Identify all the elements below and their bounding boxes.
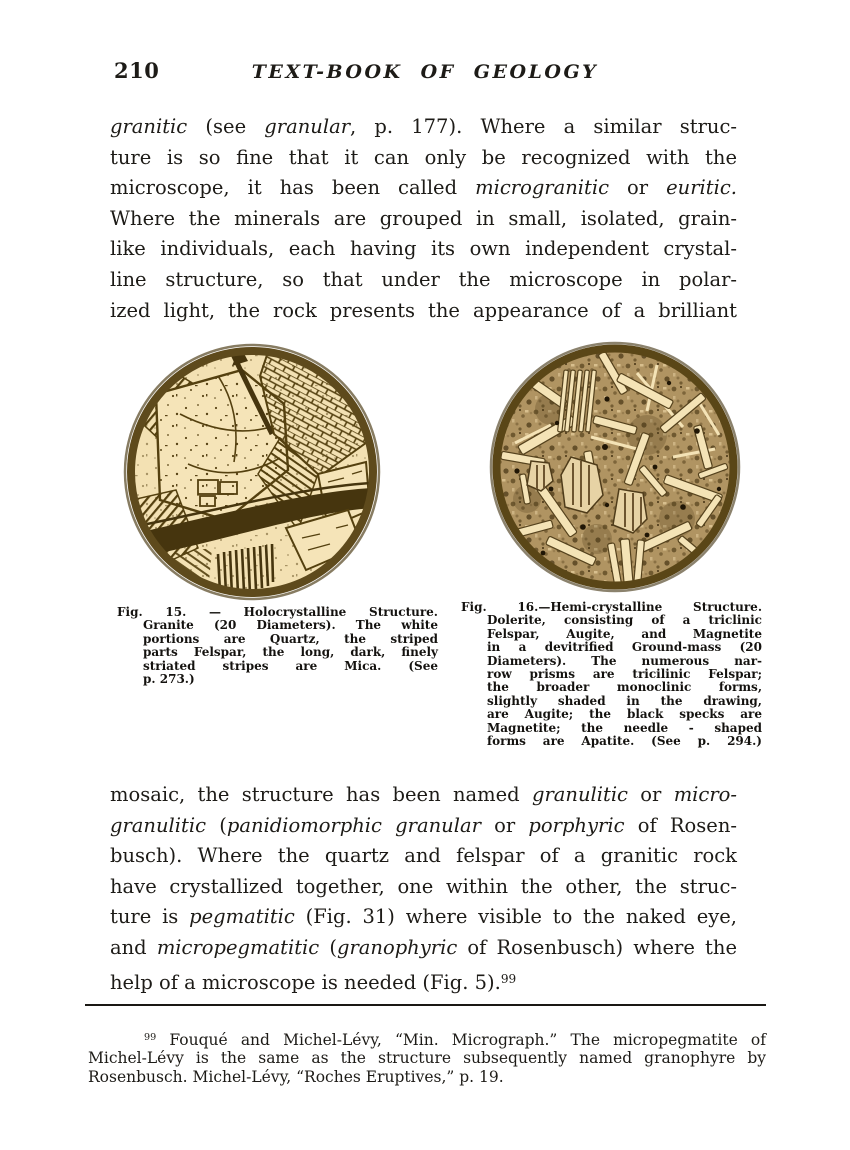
text-segment: (: [319, 935, 337, 959]
figure-16-dolerite-micrograph: [487, 339, 743, 595]
text-segment: panidiomorphic granular: [226, 813, 481, 837]
text-segment: (see: [187, 115, 265, 138]
footnote: [88, 1029, 766, 1086]
text-segment: in a devitrified Ground-mass (20: [487, 640, 762, 655]
figure-16-caption: [461, 601, 762, 748]
text-segment: Rosenbusch. Michel-Lévy, “Roches Eruptives,” p. 19.: [88, 1067, 504, 1086]
text-line: [487, 722, 762, 735]
footnote-divider-rule: [85, 1004, 766, 1006]
text-segment: microgranitic: [475, 176, 610, 200]
text-line: [487, 708, 762, 721]
text-line: [143, 633, 438, 646]
text-line: [143, 660, 438, 673]
figure-15-caption: [117, 606, 438, 686]
text-segment: Magnetite; the needle - shaped: [487, 720, 762, 735]
text-line: [110, 112, 737, 143]
text-line: [487, 668, 762, 681]
text-segment: Fig. 16.—Hemi-crystalline Structure.: [461, 600, 762, 614]
page-number: 210: [114, 58, 160, 83]
text-segment: micropegmatitic: [156, 935, 320, 959]
text-line: [461, 601, 762, 614]
text-segment: slightly shaded in the drawing,: [487, 693, 762, 708]
text-line: [487, 735, 762, 748]
text-segment: (: [206, 813, 227, 837]
text-line: [487, 695, 762, 708]
text-line: [110, 296, 737, 327]
text-segment: Where the minerals are grouped in small, isolated, grain-: [110, 206, 737, 230]
text-segment: and: [110, 935, 157, 959]
text-segment: busch). Where the quartz and felspar of a granitic rock: [110, 844, 737, 868]
text-segment: Fouqué and Michel-Lévy, “Min. Micrograph.” The micropegmatite of: [156, 1030, 766, 1049]
text-segment: of Rosenbusch) where the: [457, 935, 737, 959]
text-segment: forms are Apatite. (See p. 294.): [487, 734, 762, 749]
text-segment: like individuals, each having its own independent crystal-: [110, 237, 737, 261]
running-header-title: TEXT-BOOK OF GEOLOGY: [251, 61, 599, 83]
text-line: [110, 872, 737, 903]
text-line: [487, 614, 762, 627]
text-segment: mosaic, the structure has been named: [110, 783, 532, 806]
body-paragraph-1: [110, 112, 737, 326]
text-line: [110, 780, 737, 811]
text-segment: granular: [264, 115, 351, 138]
text-line: [110, 204, 737, 235]
text-line: [110, 265, 737, 296]
text-segment: parts Felspar, the long, dark, finely: [143, 645, 438, 660]
text-segment: ture is so fine that it can only be recognized with the: [110, 145, 737, 169]
text-segment: ized light, the rock presents the appearance of a brilliant: [110, 298, 737, 322]
text-segment: euritic.: [666, 176, 737, 200]
text-segment: micro-: [673, 783, 737, 806]
text-segment: microscope, it has been called: [110, 176, 476, 200]
text-segment: Michel-Lévy is the same as the structure subsequently named granophyre by: [88, 1049, 766, 1068]
text-segment: row prisms are tricilinic Felspar;: [487, 667, 762, 682]
text-line: [487, 655, 762, 668]
text-segment: Felspar, Augite, and Magnetite: [487, 626, 762, 641]
text-segment: Diameters). The numerous nar-: [487, 653, 762, 668]
text-segment: 99: [144, 1032, 157, 1043]
text-line: [88, 1029, 766, 1049]
text-line: [143, 619, 438, 632]
fig15-illustration: [122, 342, 382, 602]
text-line: [487, 681, 762, 694]
text-line: [110, 143, 737, 174]
text-line: [110, 173, 737, 204]
fig16-illustration: [487, 339, 743, 595]
text-segment: granulitic: [110, 813, 207, 837]
text-segment: (Fig. 31) where visible to the naked eye,: [294, 905, 737, 929]
text-segment: granulitic: [531, 783, 628, 806]
text-segment: porphyric: [528, 813, 625, 837]
text-line: [117, 606, 438, 619]
text-line: [88, 1049, 766, 1067]
text-segment: of Rosen-: [624, 813, 737, 837]
text-segment: striated stripes are Mica. (See: [143, 658, 438, 673]
text-line: [110, 811, 737, 842]
text-segment: are Augite; the black specks are: [487, 707, 762, 722]
text-line: [88, 1068, 766, 1086]
text-segment: pegmatitic: [189, 905, 295, 929]
text-segment: , p. 177). Where a similar struc-: [350, 115, 737, 138]
text-line: [110, 902, 737, 933]
text-line: [143, 673, 438, 686]
text-segment: the broader monoclinic forms,: [487, 680, 762, 695]
text-segment: Granite (20 Diameters). The white: [143, 618, 438, 633]
text-line: [110, 841, 737, 872]
text-segment: or: [609, 176, 667, 200]
text-segment: ture is: [110, 905, 190, 929]
text-segment: or: [480, 813, 529, 837]
text-segment: p. 273.): [143, 672, 195, 687]
text-segment: line structure, so that under the microscope in polar-: [110, 267, 737, 291]
text-segment: Fig. 15. — Holocrystalline Structure.: [117, 605, 438, 619]
text-line: [143, 646, 438, 659]
text-segment: have crystallized together, one within the other, the struc-: [110, 874, 737, 898]
text-line: [110, 933, 737, 964]
text-line: [110, 234, 737, 265]
text-segment: or: [627, 783, 674, 806]
text-segment: granophyric: [336, 935, 458, 959]
text-segment: portions are Quartz, the striped: [143, 631, 438, 646]
text-segment: Dolerite, consisting of a triclinic: [487, 613, 762, 628]
text-segment: help of a microscope is needed (Fig. 5).: [110, 970, 501, 994]
text-segment: granitic: [110, 115, 188, 138]
text-segment: 99: [500, 971, 517, 986]
figure-15-granite-micrograph: [122, 342, 382, 602]
text-line: [487, 641, 762, 654]
text-line: [487, 628, 762, 641]
body-paragraph-2: [110, 780, 737, 998]
text-line: [110, 964, 737, 999]
